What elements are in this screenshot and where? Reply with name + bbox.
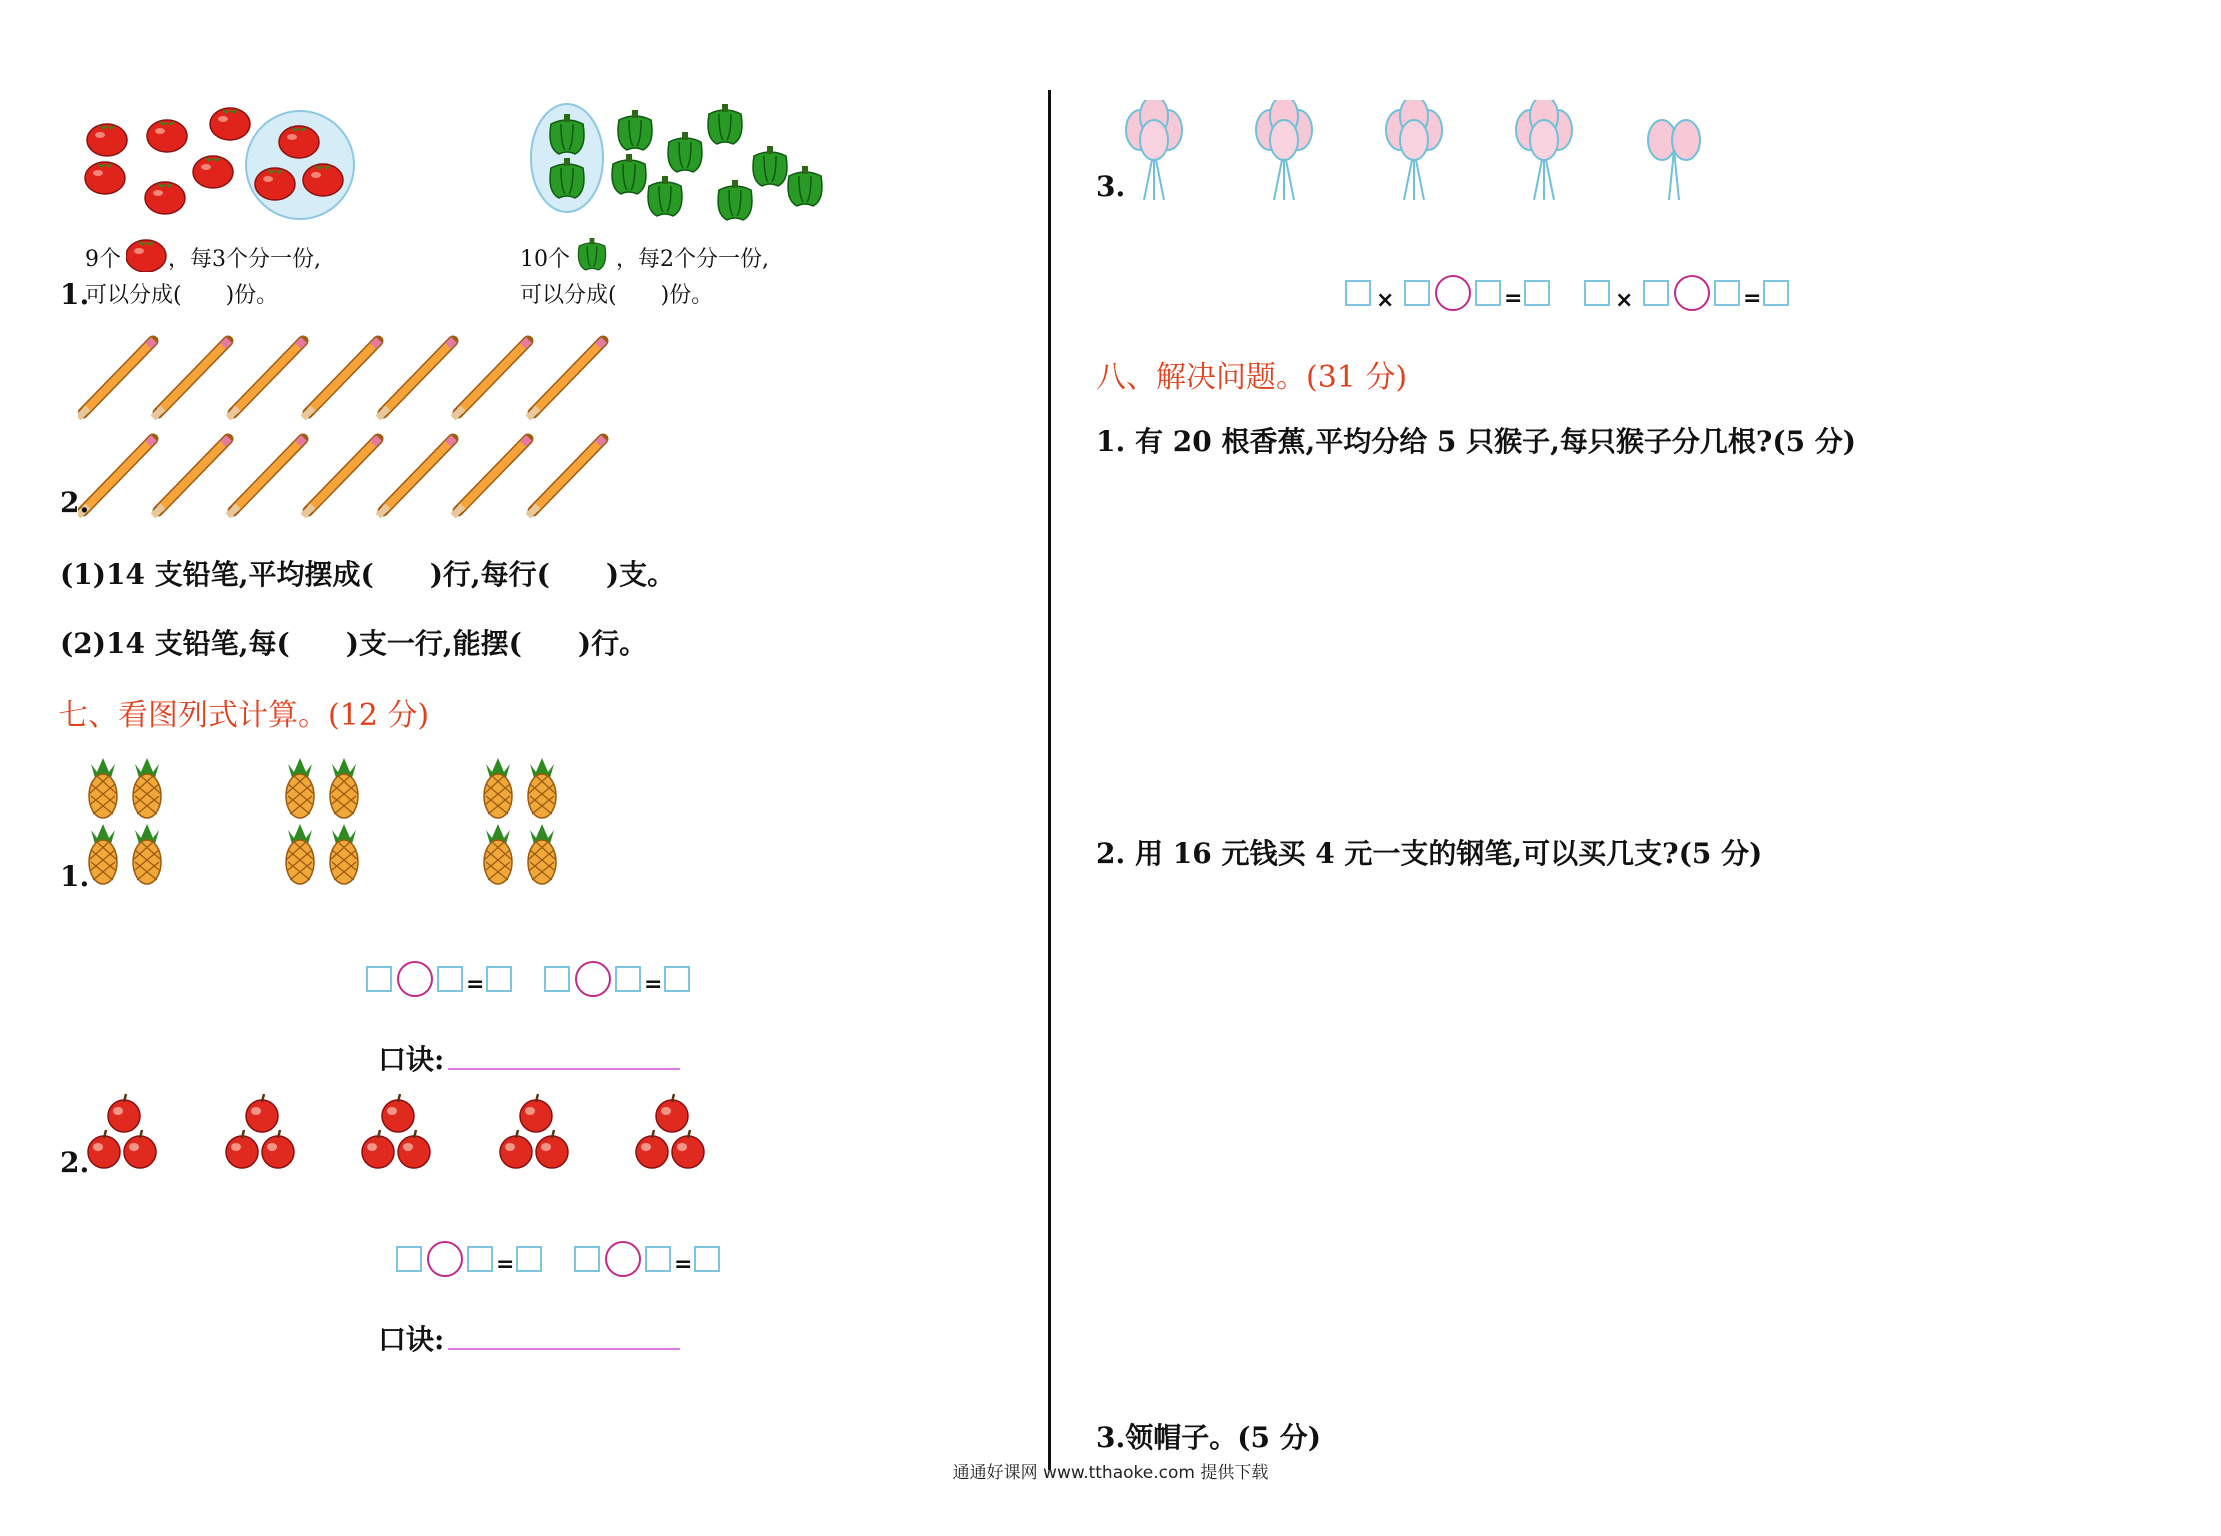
s7-q1-number: 1. — [60, 860, 90, 893]
answer-box[interactable] — [1524, 280, 1550, 306]
problem-3: 3.领帽子。(5 分) — [1096, 1421, 1321, 1454]
pepper-icon — [572, 234, 616, 274]
answer-box[interactable] — [437, 966, 463, 992]
equals-sign: = — [1743, 286, 1762, 311]
koujue-answer-line[interactable] — [448, 1068, 680, 1070]
times-sign: × — [1615, 288, 1634, 313]
times-sign: × — [1376, 288, 1395, 313]
problem-2: 2. 用 16 元钱买 4 元一支的钢笔,可以买几支?(5 分) — [1096, 837, 1763, 870]
answer-box[interactable] — [396, 1246, 422, 1272]
pineapples-image — [75, 750, 575, 890]
equals-sign: = — [496, 1252, 515, 1277]
section8-title: 八、解决问题。(31 分) — [1096, 360, 1408, 395]
answer-box[interactable] — [1714, 280, 1740, 306]
tomato-text-question: 可以分成( )份。 — [85, 283, 279, 308]
balloons-image — [1110, 100, 1730, 200]
answer-box[interactable] — [1643, 280, 1669, 306]
pepper-text-question: 可以分成( )份。 — [520, 283, 714, 308]
equals-sign: = — [466, 972, 485, 997]
koujue-label: 口诀: — [378, 1323, 445, 1356]
tomato-text-count: 9个 — [85, 247, 121, 272]
pencils-image — [78, 330, 618, 520]
answer-box[interactable] — [544, 966, 570, 992]
operator-circle[interactable] — [427, 1241, 463, 1277]
answer-box[interactable] — [516, 1246, 542, 1272]
q2-sub1: (1)14 支铅笔,平均摆成( )行,每行( )支。 — [60, 558, 676, 591]
section7-title: 七、看图列式计算。(12 分) — [58, 698, 430, 733]
answer-box[interactable] — [615, 966, 641, 992]
operator-circle[interactable] — [575, 961, 611, 997]
tomato-group-image — [75, 100, 375, 230]
answer-box[interactable] — [1763, 280, 1789, 306]
r-q3-number: 3. — [1096, 170, 1126, 203]
equals-sign: = — [644, 972, 663, 997]
equals-sign: = — [674, 1252, 693, 1277]
answer-box[interactable] — [645, 1246, 671, 1272]
answer-box[interactable] — [366, 966, 392, 992]
tomato-text-rule: ，每3个分一份, — [168, 247, 321, 272]
answer-box[interactable] — [1345, 280, 1371, 306]
q2-number: 2. — [60, 486, 90, 519]
pepper-group-image — [525, 100, 835, 230]
koujue-label: 口诀: — [378, 1043, 445, 1076]
answer-box[interactable] — [574, 1246, 600, 1272]
operator-circle[interactable] — [605, 1241, 641, 1277]
answer-box[interactable] — [664, 966, 690, 992]
problem-1: 1. 有 20 根香蕉,平均分给 5 只猴子,每只猴子分几根?(5 分) — [1096, 425, 1857, 458]
operator-circle[interactable] — [1435, 275, 1471, 311]
q2-sub2: (2)14 支铅笔,每( )支一行,能摆( )行。 — [60, 627, 648, 660]
pepper-text-count: 10个 — [520, 247, 570, 272]
koujue-answer-line[interactable] — [448, 1348, 680, 1350]
operator-circle[interactable] — [397, 961, 433, 997]
answer-box[interactable] — [694, 1246, 720, 1272]
answer-box[interactable] — [467, 1246, 493, 1272]
q1-number: 1. — [60, 278, 90, 311]
answer-box[interactable] — [1584, 280, 1610, 306]
answer-box[interactable] — [486, 966, 512, 992]
s7-q2-number: 2. — [60, 1146, 90, 1179]
answer-box[interactable] — [1404, 280, 1430, 306]
operator-circle[interactable] — [1674, 275, 1710, 311]
tomato-icon — [126, 236, 170, 272]
footer-credit: 通通好课网 www.tthaoke.com 提供下载 — [952, 1463, 1269, 1483]
apples-image — [80, 1090, 720, 1180]
answer-box[interactable] — [1475, 280, 1501, 306]
equals-sign: = — [1504, 286, 1523, 311]
column-divider — [1048, 90, 1051, 1470]
pepper-text-rule: ，每2个分一份, — [616, 247, 769, 272]
